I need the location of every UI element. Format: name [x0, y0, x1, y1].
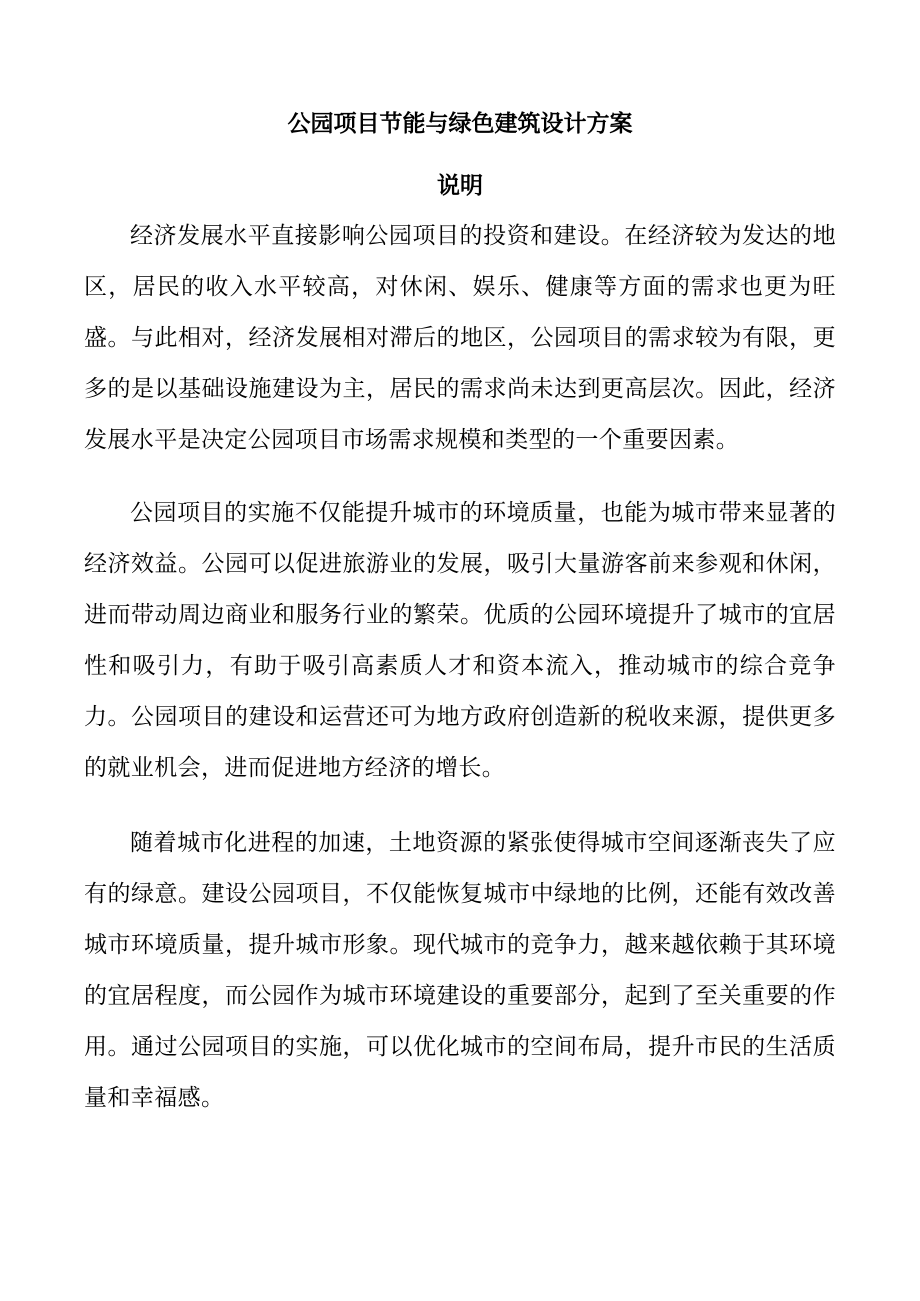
paragraph: 公园项目的实施不仅能提升城市的环境质量，也能为城市带来显著的经济效益。公园可以促进旅游业的发展，吸引大量游客前来参观和休闲，进而带动周边商业和服务行业的繁荣。优质的公园环境提升了城市的宜居性和吸引力，有助于吸引高素质人才和资本流入，推动城市的综合竞争力。公园项目的建设和运营还可为地方政府创造新的税收来源，提供更多的就业机会，进而促进地方经济的增长。: [84, 500, 836, 781]
document-title: 公园项目节能与绿色建筑设计方案: [287, 110, 633, 137]
paragraph: 随着城市化进程的加速，土地资源的紧张使得城市空间逐渐丧失了应有的绿意。建设公园项目，不仅能恢复城市中绿地的比例，还能有效改善城市环境质量，提升城市形象。现代城市的竞争力，越来越依赖于其环境的宜居程度，而公园作为城市环境建设的重要部分，起到了至关重要的作用。通过公园项目的实施，可以优化城市的空间布局，提升市民的生活质量和幸福感。: [84, 830, 836, 1111]
paragraph: 经济发展水平直接影响公园项目的投资和建设。在经济较为发达的地区，居民的收入水平较高，对休闲、娱乐、健康等方面的需求也更为旺盛。与此相对，经济发展相对滞后的地区，公园项目的需求较为有限，更多的是以基础设施建设为主，居民的需求尚未达到更高层次。因此，经济发展水平是决定公园项目市场需求规模和类型的一个重要因素。: [84, 223, 836, 453]
section-heading: 说明: [437, 172, 483, 199]
